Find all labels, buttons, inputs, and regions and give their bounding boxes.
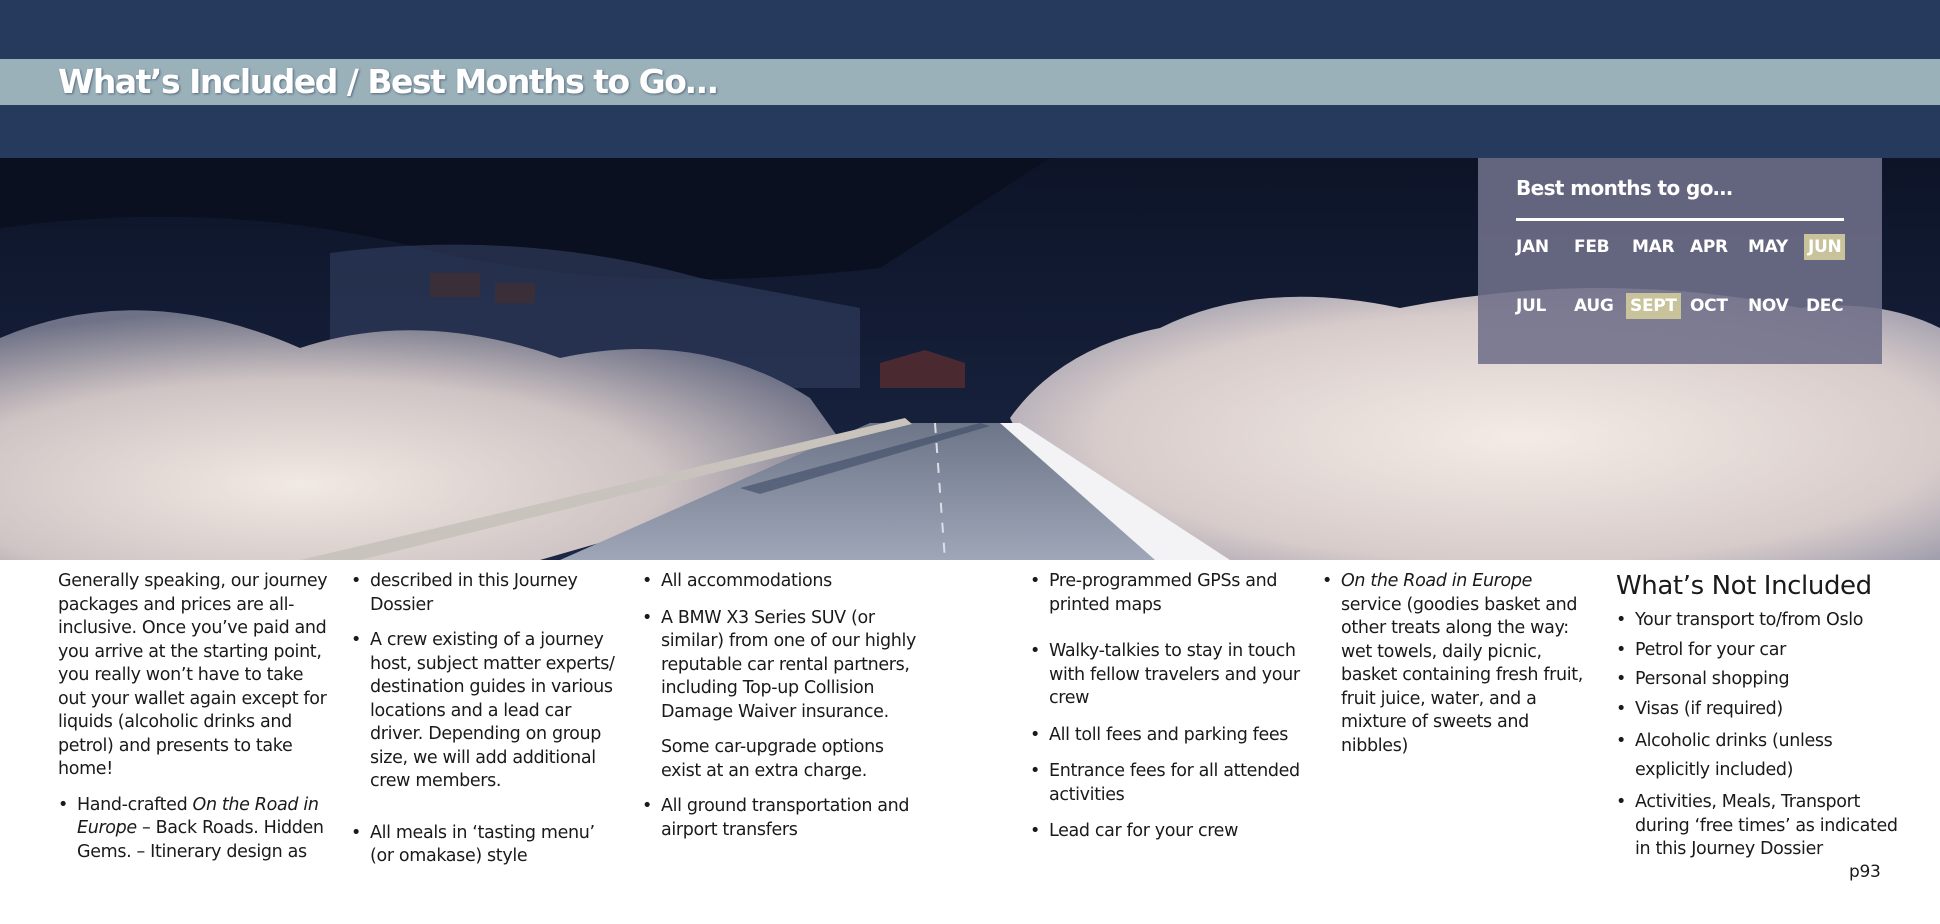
not-included-item: • Your transport to/from Oslo <box>1616 609 1906 633</box>
list-item-ground-transport: • All ground transportation and airport transfers <box>642 795 922 842</box>
page-number: p93 <box>1849 862 1881 882</box>
included-intro: Generally speaking, our journey packages and prices are all-inclusive. Once you’ve paid and you arrive at the starting point, you really won’t have to take out your wallet again except for liquids (alcoholic drinks and petrol) and presents to take home! <box>58 571 328 779</box>
not-included-item: • Alcoholic drinks (unless explicitly included) <box>1616 727 1906 785</box>
car-upgrade-note: Some car-upgrade options exist at an extra charge. <box>661 737 884 781</box>
included-column-5 <box>1322 570 1600 758</box>
not-included-title: What’s Not Included <box>1616 571 1872 601</box>
list-item-tolls: • All toll fees and parking fees <box>1030 724 1310 748</box>
month-feb: FEB <box>1574 237 1610 257</box>
list-item-meals: • All meals in ‘tasting menu’ (or omakase) style <box>351 822 623 869</box>
list-item-continuation: • described in this Journey Dossier <box>351 570 623 617</box>
list-item-car: • A BMW X3 Series SUV (or similar) from one of our highly reputable car rental partners, including Top-up Collision Damage Waiver insurance. <box>642 607 922 725</box>
list-item-lead-car: • Lead car for your crew <box>1030 820 1310 844</box>
brand-name: On the Road in Europe <box>77 794 319 838</box>
included-column-1 <box>58 570 334 864</box>
best-months-panel <box>1478 158 1882 364</box>
list-item-crew: • A crew existing of a journey host, subject matter experts/ destination guides in various locations and a lead car driver. Depending on group size, we will add additional crew members. <box>351 629 623 794</box>
month-oct: OCT <box>1690 296 1728 316</box>
brand-name: On the Road in Europe <box>1341 571 1533 591</box>
month-jan: JAN <box>1516 237 1549 257</box>
list-item-accommodations: • All accommodations <box>642 570 922 594</box>
month-nov: NOV <box>1748 296 1789 316</box>
month-sept-highlighted: SEPT <box>1626 293 1681 319</box>
included-column-3 <box>642 570 922 842</box>
month-apr: APR <box>1690 237 1728 257</box>
not-included-item: • Visas (if required) <box>1616 698 1906 722</box>
not-included-item: • Petrol for your car <box>1616 639 1906 663</box>
not-included-column <box>1616 569 1906 862</box>
month-aug: AUG <box>1574 296 1614 316</box>
best-months-title: Best months to go… <box>1516 176 1733 200</box>
list-item-hand-crafted: • Hand-crafted On the Road in Europe – Back Roads. Hidden Gems. – Itinerary design as <box>58 794 334 865</box>
month-mar: MAR <box>1632 237 1675 257</box>
not-included-item: • Activities, Meals, Transport during ‘free times’ as indicated in this Journey Dossier <box>1616 791 1906 862</box>
included-column-2 <box>351 570 623 869</box>
month-jul: JUL <box>1516 296 1547 316</box>
month-may: MAY <box>1748 237 1788 257</box>
month-jun-highlighted: JUN <box>1804 234 1845 260</box>
list-item-service: • On the Road in Europe service (goodies basket and other treats along the way: wet towels, daily picnic, basket containing fresh fruit, fruit juice, water, and a mixture of sweets and nibbles) <box>1322 570 1600 758</box>
month-dec: DEC <box>1806 296 1844 316</box>
list-item-walky-talkies: • Walky-talkies to stay in touch with fellow travelers and your crew <box>1030 640 1310 711</box>
list-item-entrance-fees: • Entrance fees for all attended activities <box>1030 760 1310 807</box>
best-months-divider <box>1516 218 1844 221</box>
list-item-gps: • Pre-programmed GPSs and printed maps <box>1030 570 1310 617</box>
included-column-4 <box>1030 570 1310 844</box>
page-title: What’s Included / Best Months to Go… <box>58 62 717 101</box>
not-included-item: • Personal shopping <box>1616 668 1906 692</box>
